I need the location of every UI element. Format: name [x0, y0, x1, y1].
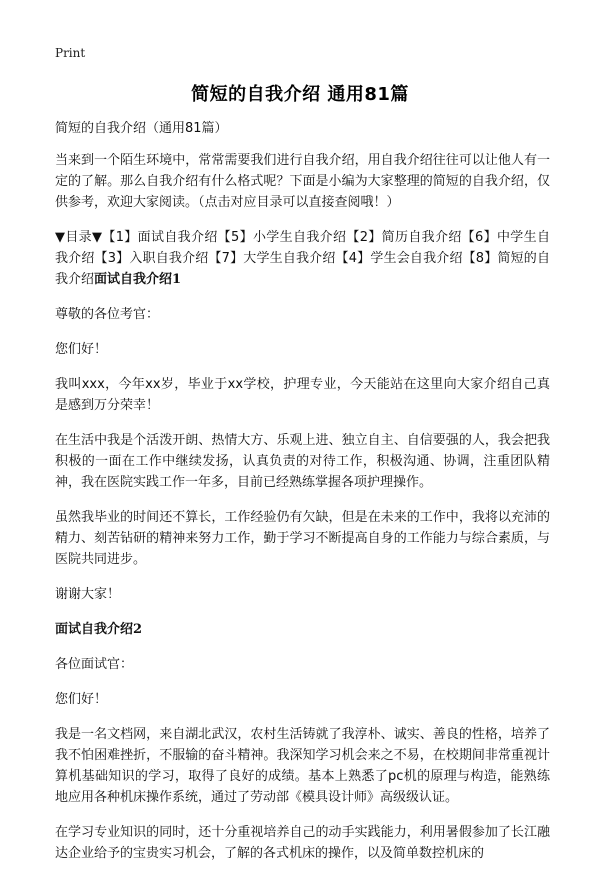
- table-of-contents: [55, 227, 550, 290]
- section1-greeting: 尊敬的各位考官：: [55, 307, 160, 322]
- document-body: [55, 118, 550, 878]
- toc-links[interactable]: ▼目录▼【1】面试自我介绍【5】小学生自我介绍【2】简历自我介绍【6】中学生自我介绍【3】入职自我介绍【7】大学生自我介绍【4】学生会自我介绍【8】简短的自我介绍: [55, 230, 550, 287]
- section1-hello: 您们好！: [55, 342, 108, 357]
- section2-hello: 您们好！: [55, 692, 108, 707]
- section1-paragraph-1: 我叫xxx，今年xx岁，毕业于xx学校，护理专业，今天能站在这里向大家介绍自己真是感到万分荣幸！: [55, 377, 550, 413]
- print-label: Print: [55, 46, 86, 60]
- page-title: 简短的自我介绍 通用81篇: [191, 84, 409, 105]
- section1-paragraph-2: 在生活中我是个活泼开朗、热情大方、乐观上进、独立自主、自信要强的人，我会把我积极的一面在工作中继续发扬，认真负责的对待工作，积极沟通、协调，注重团队精神，我在医院实践工作一年多，目前已经熟练掌握各项护理操作。: [55, 433, 550, 490]
- intro-paragraph: 当来到一个陌生环境中，常常需要我们进行自我介绍，用自我介绍往往可以让他人有一定的了解。那么自我介绍有什么格式呢？下面是小编为大家整理的简短的自我介绍，仅供参考，欢迎大家阅读。（点击对应目录可以直接查阅哦！）: [55, 153, 550, 210]
- section2-paragraph-1: 我是一名文档网，来自湖北武汉，农村生活铸就了我淳朴、诚实、善良的性格，培养了我不怕困难挫折，不服输的奋斗精神。我深知学习机会来之不易，在校期间非常重视计算机基础知识的学习，取得了良好的成绩。基本上熟悉了pc机的原理与构造，能熟练地应用各种机床操作系统，通过了劳动部《模具设计师》高级级认证。: [55, 727, 550, 805]
- section1-paragraph-3: 虽然我毕业的时间还不算长，工作经验仍有欠缺，但是在未来的工作中，我将以充沛的精力、刻苦钻研的精神来努力工作，勤于学习不断提高自身的工作能力与综合素质，与医院共同进步。: [55, 510, 550, 567]
- section-heading-2: 面试自我介绍2: [55, 622, 143, 637]
- document-subtitle: 简短的自我介绍（通用81篇）: [55, 121, 228, 136]
- section-heading-1: 面试自我介绍1: [94, 272, 182, 287]
- section2-paragraph-2: 在学习专业知识的同时，还十分重视培养自己的动手实践能力，利用暑假参加了长江融达企业给予的宝贵实习机会，了解的各式机床的操作，以及简单数控机床的: [55, 825, 550, 861]
- section1-thanks: 谢谢大家！: [55, 587, 121, 602]
- section2-greeting: 各位面试官：: [55, 657, 134, 672]
